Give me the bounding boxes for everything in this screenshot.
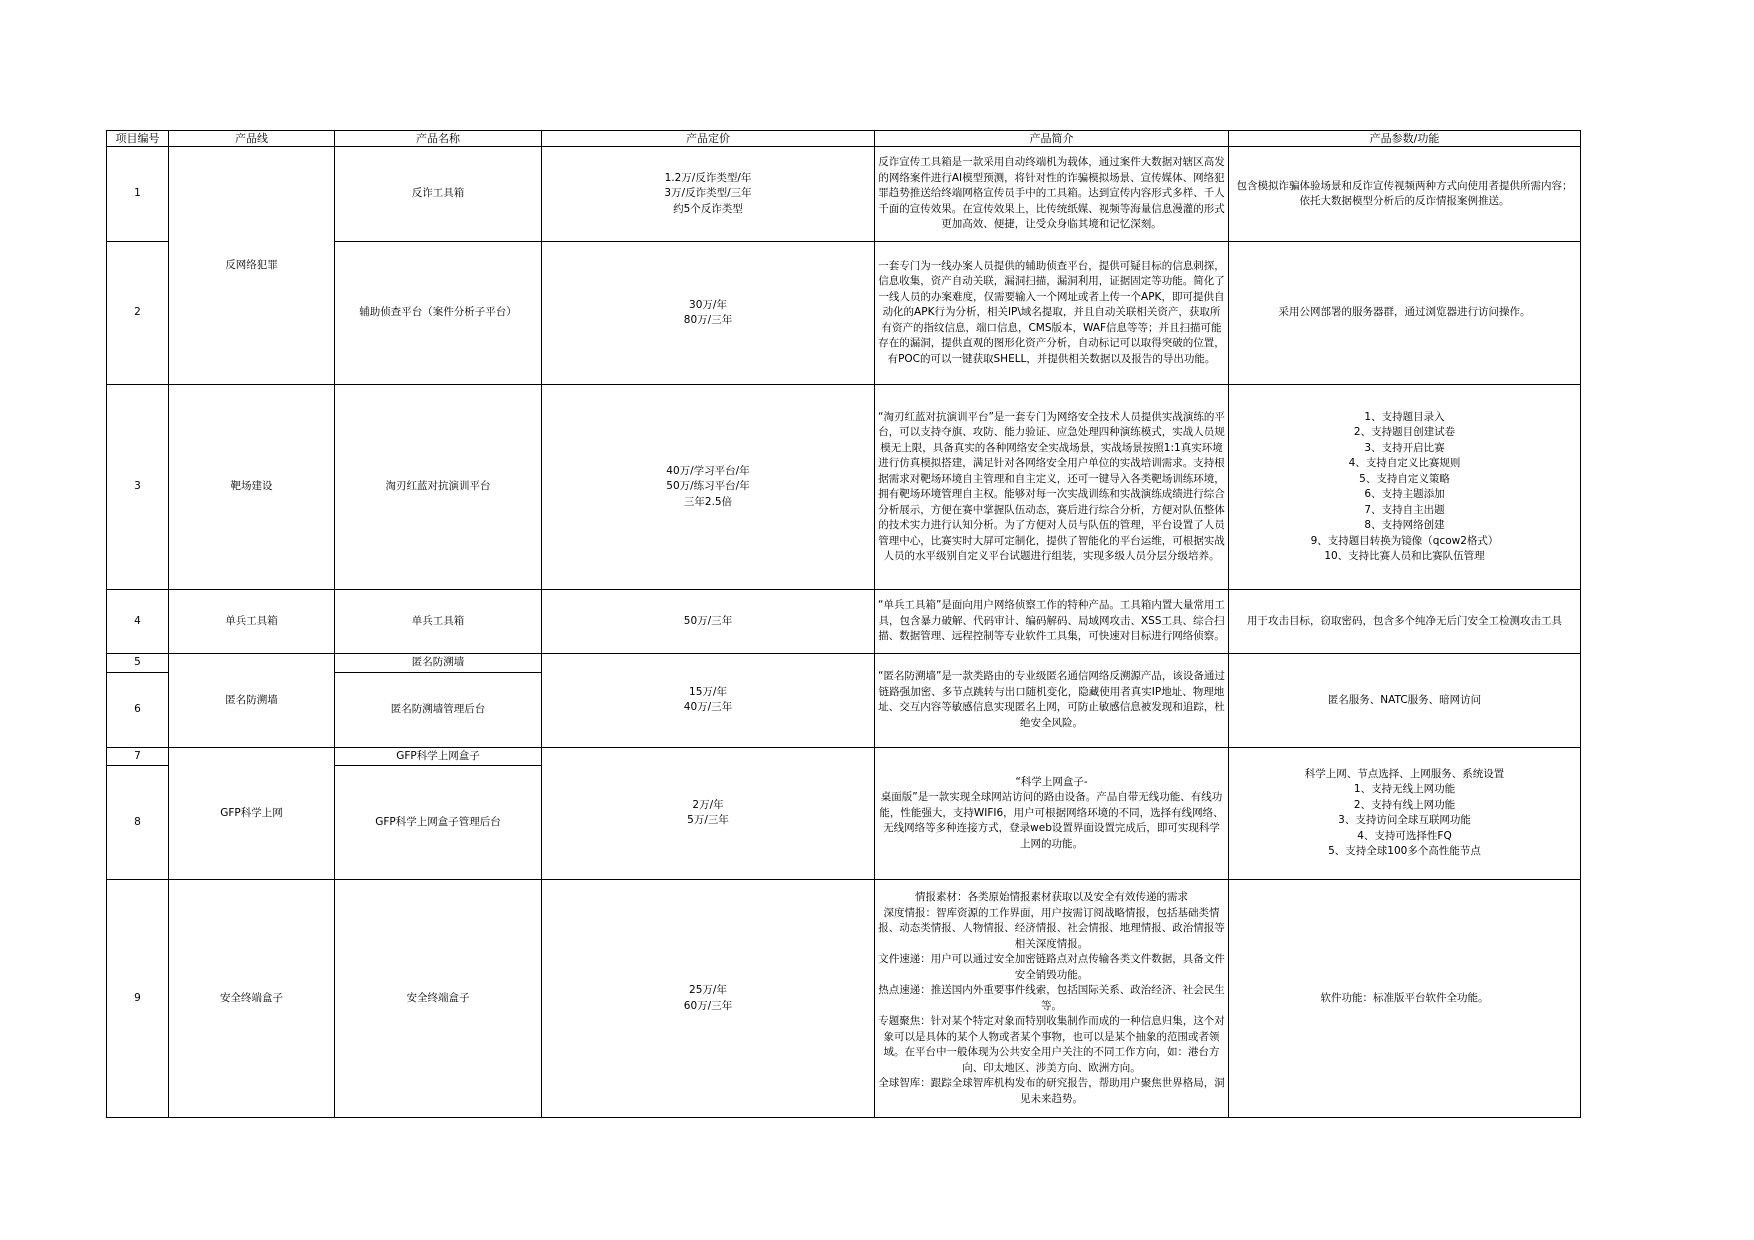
product-params: 采用公网部署的服务器群，通过浏览器进行访问操作。 <box>1229 242 1581 385</box>
product-price: 50万/三年 <box>542 590 875 654</box>
row-id: 5 <box>107 654 169 673</box>
product-price: 1.2万/反诈类型/年 3万/反诈类型/三年 约5个反诈类型 <box>542 147 875 242</box>
product-price: 40万/学习平台/年 50万/练习平台/年 三年2.5倍 <box>542 385 875 590</box>
table-row <box>107 880 1581 1118</box>
product-line: 靶场建设 <box>169 385 335 590</box>
product-price: 2万/年 5万/三年 <box>542 747 875 880</box>
product-params: 科学上网、节点选择、上网服务、系统设置 1、支持无线上网功能 2、支持有线上网功能 3、支持访问全球互联网功能 4、支持可选择性FQ 5、支持全球100多个高性能节点 <box>1229 747 1581 880</box>
table-row <box>107 590 1581 654</box>
product-desc: “科学上网盒子- 桌面版”是一款实现全球网站访问的路由设备。产品自带无线功能、有线功能，性能强大，支持WIFI6，用户可根据网络环境的不同，选择有线网络、无线网络等多种连接方式，登录web设置界面设置完成后，即可实现科学上网的功能。 <box>875 747 1229 880</box>
header-cell: 产品参数/功能 <box>1229 131 1581 147</box>
header-cell: 项目编号 <box>107 131 169 147</box>
product-name: 辅助侦查平台（案件分析子平台） <box>335 242 542 385</box>
spreadsheet-page <box>106 130 1580 1118</box>
product-desc: 反诈宣传工具箱是一款采用自动终端机为载体，通过案件大数据对辖区高发的网络案件进行AI模型预测，将针对性的诈骗模拟场景、宣传媒体、网络犯罪趋势推送给终端网格宣传员手中的工具箱。达到宣传内容形式多样、千人千面的宣传效果。在宣传效果上，比传统纸媒、视频等海量信息漫灌的形式更加高效、便捷，让受众身临其境和记忆深刻。 <box>875 147 1229 242</box>
header-row <box>107 131 1581 147</box>
product-desc: 一套专门为一线办案人员提供的辅助侦查平台，提供可疑目标的信息刺探，信息收集，资产自动关联，漏洞扫描，漏洞利用，证据固定等功能。简化了一线人员的办案难度，仅需要输入一个网址或者上传一个APK，即可提供自动化的APK行为分析，相关IP\域名提取，并且自动关联相关资产，获取所有资产的指纹信息，端口信息，CMS版本，WAF信息等等；并且扫描可能存在的漏洞，提供直观的图形化资产分析，自动标记可以取得突破的位置，有POC的可以一键获取SHELL，并提供相关数据以及报告的导出功能。 <box>875 242 1229 385</box>
header-cell: 产品名称 <box>335 131 542 147</box>
header-cell: 产品简介 <box>875 131 1229 147</box>
table-row <box>107 147 1581 242</box>
product-name: 单兵工具箱 <box>335 590 542 654</box>
product-desc: “匿名防溯墙”是一款类路由的专业级匿名通信网络反溯源产品，该设备通过链路强加密、多节点跳转与出口随机变化，隐藏使用者真实IP地址、物理地址、交互内容等敏感信息实现匿名上网，可防止敏感信息被发现和追踪，杜绝安全风险。 <box>875 654 1229 748</box>
row-id: 9 <box>107 880 169 1118</box>
product-name: 反诈工具箱 <box>335 147 542 242</box>
product-desc: “淘刃红蓝对抗演训平台”是一套专门为网络安全技术人员提供实战演练的平台，可以支持夺旗、攻防、能力验证、应急处理四种演练模式，实战人员规模无上限，具备真实的各种网络安全实战场景，实战场景按照1:1真实环境进行仿真模拟搭建，满足针对各网络安全用户单位的实战培训需求。支持根据需求对靶场环境自主管理和自主定义，还可一键导入各类靶场训练环境，拥有靶场环境管理自主权。能够对每一次实战训练和实战演练成绩进行综合分析展示，方便在赛中掌握队伍动态，赛后进行综合分析，方便对队伍整体的技术实力进行认知分析。为了方便对人员与队伍的管理，平台设置了人员管理中心，比赛实时大屏可定制化，提供了智能化的平台运维，可根据实战人员的水平级别自定义平台试题进行组装，实现多级人员分层分级培养。 <box>875 385 1229 590</box>
product-line: GFP科学上网 <box>169 747 335 880</box>
product-params: 软件功能：标准版平台软件全功能。 <box>1229 880 1581 1118</box>
row-id: 4 <box>107 590 169 654</box>
product-line-cell <box>169 147 335 385</box>
product-name: 匿名防溯墙 <box>335 654 542 673</box>
product-name: 匿名防溯墙管理后台 <box>335 672 542 747</box>
product-table <box>106 130 1581 1118</box>
product-line: 单兵工具箱 <box>169 590 335 654</box>
product-params: 包含模拟诈骗体验场景和反诈宣传视频两种方式向使用者提供所需内容；依托大数据模型分析后的反诈情报案例推送。 <box>1229 147 1581 242</box>
product-price: 15万/年 40万/三年 <box>542 654 875 748</box>
product-line: 反网络犯罪 <box>225 258 278 271</box>
product-price: 25万/年 60万/三年 <box>542 880 875 1118</box>
product-line: 匿名防溯墙 <box>169 654 335 748</box>
product-params: 1、支持题目录入 2、支持题目创建试卷 3、支持开启比赛 4、支持自定义比赛规则 5、支持自定义策略 6、支持主题添加 7、支持自主出题 8、支持网络创建 9、支持题目转换为镜像（qcow2格式） 10、支持比赛人员和比赛队伍管理 <box>1229 385 1581 590</box>
row-id: 2 <box>107 242 169 385</box>
product-params: 用于攻击目标，窃取密码，包含多个纯净无后门安全工检测攻击工具 <box>1229 590 1581 654</box>
product-desc: “单兵工具箱”是面向用户网络侦察工作的特种产品。工具箱内置大量常用工具，包含暴力破解、代码审计、编码解码、局域网攻击、XSS工具、综合扫描、数据管理、远程控制等专业软件工具集，可快速对目标进行网络侦察。 <box>875 590 1229 654</box>
header-cell: 产品线 <box>169 131 335 147</box>
table-row <box>107 385 1581 590</box>
table-row <box>107 747 1581 766</box>
product-price: 30万/年 80万/三年 <box>542 242 875 385</box>
product-name: GFP科学上网盒子管理后台 <box>335 766 542 880</box>
row-id: 8 <box>107 766 169 880</box>
row-id: 6 <box>107 672 169 747</box>
product-name: GFP科学上网盒子 <box>335 747 542 766</box>
table-row <box>107 654 1581 673</box>
product-params: 匿名服务、NATC服务、暗网访问 <box>1229 654 1581 748</box>
row-id: 3 <box>107 385 169 590</box>
header-cell: 产品定价 <box>542 131 875 147</box>
product-desc: 情报素材：各类原始情报素材获取以及安全有效传递的需求 深度情报：智库资源的工作界面，用户按需订阅战略情报，包括基础类情报、动态类情报、人物情报、经济情报、社会情报、地理情报、政治情报等相关深度情报。 文件速递：用户可以通过安全加密链路点对点传输各类文件数据，具备文件安全销毁功能。 热点速递：推送国内外重要事件线索，包括国际关系、政治经济、社会民生等。 专题聚焦：针对某个特定对象而特别收集制作而成的一种信息归集，这个对象可以是具体的某个人物或者某个事物，也可以是某个抽象的范围或者领域。在平台中一般体现为公共安全用户关注的不同工作方向，如：港台方向、印太地区、涉美方向、欧洲方向。 全球智库：跟踪全球智库机构发布的研究报告，帮助用户聚焦世界格局，洞见未来趋势。 <box>875 880 1229 1118</box>
product-name: 淘刃红蓝对抗演训平台 <box>335 385 542 590</box>
row-id: 1 <box>107 147 169 242</box>
row-id: 7 <box>107 747 169 766</box>
product-line: 安全终端盒子 <box>169 880 335 1118</box>
product-name: 安全终端盒子 <box>335 880 542 1118</box>
